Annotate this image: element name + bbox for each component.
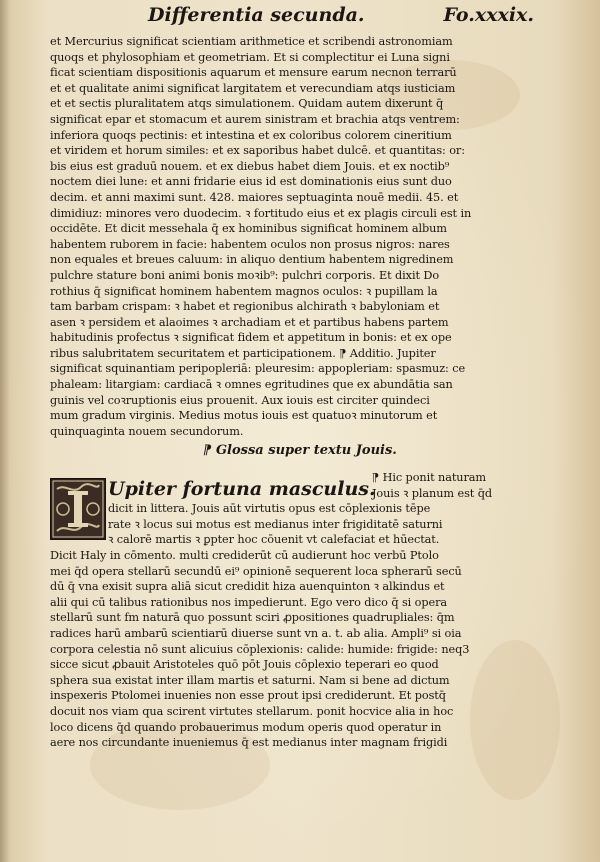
text-line: habentem ruborem in facie: habentem oculos non prosus nigros: nares — [50, 237, 450, 251]
text-line: et et qualitate animi significat largitatem et verecundiam atqs iusticiam — [50, 81, 456, 95]
text-line: non equales et breues caluum: in aliquo dentium habentem nigredinem — [50, 253, 454, 267]
gloss-line: corpora celestia nō sunt alicuius cōplexionis: calide: humide: frigide: neq3 — [50, 642, 470, 656]
main-text-block — [50, 34, 518, 439]
text-line: dimidiuz: minores vero duodecim. ꝛ fortitudo eius et ex plagis circuli est in — [50, 206, 472, 220]
gloss-line: dicit in littera. Jouis aūt virtutis opus est cōplexionis tēpe — [108, 502, 431, 516]
header-title: Differentia secunda. — [148, 4, 365, 26]
gloss-line: ⁋ Hic ponit naturam — [372, 471, 486, 484]
gloss-line: rate ꝛ locus sui motus est medianus inter frigiditatē saturni — [108, 517, 443, 531]
text-line: et Mercurius significat scientiam arithmetice et scribendi astronomiam — [50, 35, 453, 48]
text-line: et viridem et horum similes: et ex saporibus habet dulcē. et quantitas: or: — [50, 144, 465, 158]
gloss-heading: ⁋ Glossa super textu Jouis. — [203, 443, 397, 458]
gloss-line: loco dicens q̄d quando probauerimus modum operis quod operatur in — [50, 720, 442, 734]
gloss-line: stellarū sunt fm naturā quo possunt sciri ꝓpositiones quadrupliales: q̄m — [50, 611, 455, 625]
gloss-line: sicce sicut ꝓbauit Aristoteles quō pōt Jouis cōplexio teperari eo quod — [50, 658, 439, 672]
text-line: significat epar et stomacum et aurem sinistram et brachia atqs ventrem: — [50, 112, 460, 126]
text-line: pulchre stature boni animi bonis moꝛib⁹: pulchri corporis. Et dixit Do — [50, 268, 440, 282]
gloss-lemma: Upiter fortuna masculus. — [108, 478, 376, 500]
text-line: guinis vel coꝛruptionis eius prouenit. Aux iouis est circiter quindeci — [50, 393, 430, 407]
text-line: quoqs et phylosophiam et geometriam. Et si complectitur ei Luna signi — [50, 50, 450, 64]
running-header — [140, 4, 540, 30]
gloss-line: docuit nos viam qua scirent virtutes stellarum. ponit hocvice alia in hoc — [50, 704, 454, 718]
gloss-line: sphera sua existat inter illam martis et saturni. Nam si bene ad dictum — [50, 673, 450, 687]
text-line: mum gradum virginis. Medius motus iouis est quatuoꝛ minutorum et — [50, 409, 438, 423]
text-line: et et sectis pluralitatem atqs simulationem. Quidam autem dixerunt q̄ — [50, 97, 444, 111]
gloss-line: radices harū ambarū scientiarū diuerse sunt vn a. t. ab alia. Ampli⁹ si oia — [50, 626, 462, 640]
text-line: significat squinantiam peripopleriā: pleuresim: appopleriam: spasmuz: ce — [50, 362, 466, 376]
gloss-line: inspexeris Ptolomei inuenies non esse prout ipsi crediderunt. Et postq̄ — [50, 689, 446, 703]
text-line: inferiora quoqs pectinis: et intestina et ex coloribus colorem cineritium — [50, 128, 452, 142]
text-line: habitudinis profectus ꝛ significat fidem et appetitum in bonis: et ex ope — [50, 331, 452, 345]
gloss-line: alii qui cū talibus rationibus nos impedierunt. Ego vero dico q̄ si opera — [50, 595, 448, 609]
text-line: decim. et anni maximi sunt. 428. maiores septuaginta nouē medii. 45. et — [50, 190, 459, 204]
text-line: noctem diei lune: et anni fridarie eius id est dominationis eius sunt duo — [50, 175, 452, 189]
text-line: bis eius est graduū nouem. et ex diebus habet diem Jouis. et ex noctib⁹ — [50, 159, 450, 173]
text-line: tam barbam crispam: ꝛ habet et regionibus alchiratḣ ꝛ babyloniam et — [50, 300, 440, 314]
gloss-line: mei q̄d opera stellarū secundū ei⁹ opinionē sequerent loca spherarū secū — [50, 564, 462, 578]
text-line: phaleam: litargiam: cardiacā ꝛ omnes egritudines que ex abundātia san — [50, 378, 453, 392]
gloss-line: dū q̄ vna exisit supra aliā sicut credidit hiza auenquinton ꝛ alkindus et — [50, 580, 445, 594]
text-line: rothius q̄ significat hominem habentem magnos oculos: ꝛ pupillam la — [50, 284, 438, 298]
text-line: quinquaginta nouem secundorum. — [50, 424, 244, 438]
gloss-line: Dicit Haly in cōmento. multi crediderūt cū audierunt hoc verbū Ptolo — [50, 548, 439, 562]
text-line: ribus salubritatem securitatem et participationem. ⁋ Additio. Jupiter — [50, 346, 436, 360]
binding-shadow — [0, 0, 10, 862]
gloss-line: Jouis ꝛ planum est q̄d — [372, 486, 492, 500]
gloss-line: ꝛ calorē martis ꝛ ꝑpter hoc cōuenit vt calefaciat et hūectat. — [108, 533, 440, 547]
folio-number: Fo.xxxix. — [443, 4, 534, 26]
text-line: ficat scientiam dispositionis aquarum et mensure earum necnon terrarū — [50, 66, 457, 80]
text-line: occidēte. Et dicit messehala q̄ ex hominibus significat hominem album — [50, 222, 447, 236]
text-line: asen ꝛ persidem et alaoimes ꝛ archadiam et et partibus habens partem — [50, 315, 449, 329]
gloss-line: aere nos circundante inueniemus q̄ est medianus inter magnam frigidi — [50, 736, 448, 750]
gloss-text-block — [50, 470, 518, 751]
